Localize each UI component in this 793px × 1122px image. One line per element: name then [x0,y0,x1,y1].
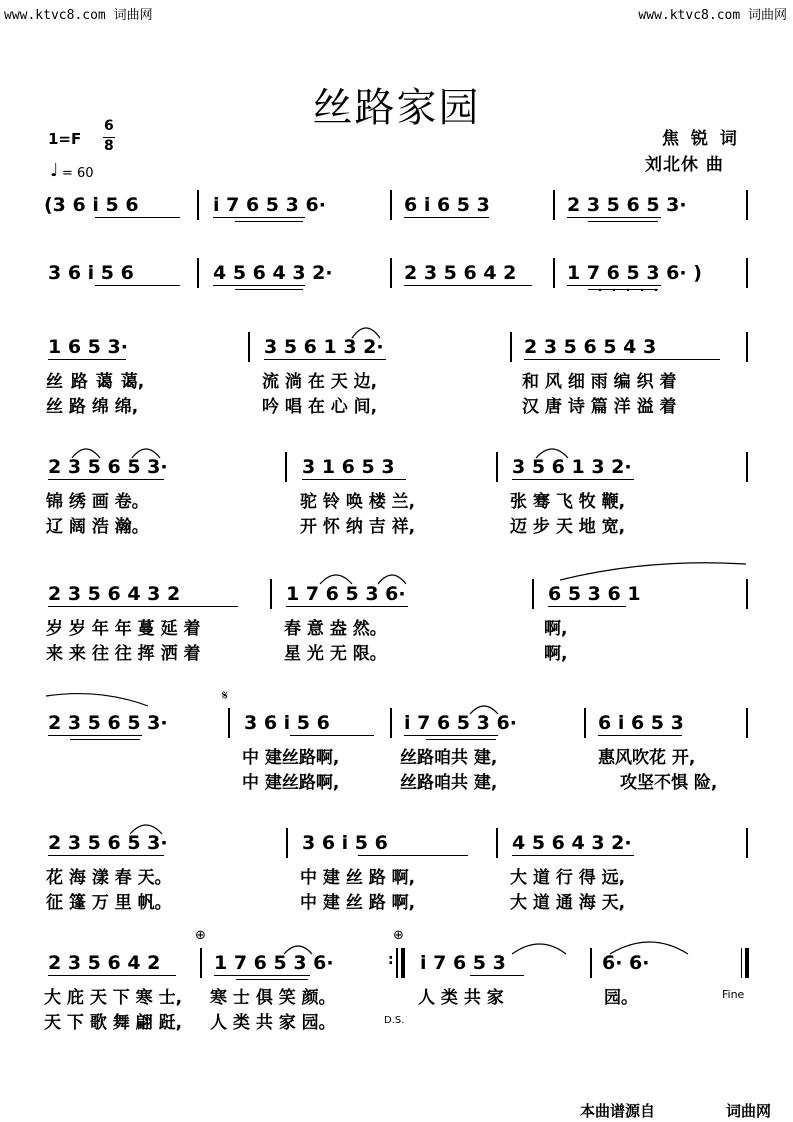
lyric-verse1: 惠风吹花 开, [598,748,696,768]
measure-8: 1 7 6 5 3 6· ) [567,262,702,284]
coda-icon: ⊕ [195,928,206,943]
slur [610,942,688,954]
ds-marking: D.S. [384,1015,405,1026]
time-signature-numerator: 6 [104,118,114,134]
quarter-note-icon: ♩ [50,160,59,181]
measure-20: i 7 6 5 3 6· [404,712,517,734]
lyric-verse2: 啊, [544,644,568,664]
coda-icon: ⊕ [393,928,404,943]
slur [536,449,568,458]
lyric-verse2: 人 类 共 家 园。 [210,1013,336,1033]
measure-22: 2 3 5 6 5 3· [48,832,168,854]
measure-1: (3 6 i 5 6 [44,194,139,216]
composer-credit: 刘北休 曲 [645,155,724,175]
slur [560,563,746,580]
measure-13: 3 1 6 5 3 [302,456,395,478]
measure-26: 1 7 6 5 3 6· [214,952,334,974]
measure-25: 2 3 5 6 4 2 [48,952,161,974]
measure-14: 3 5 6 1 3 2· [512,456,632,478]
lyric-verse1: 花 海 漾 春 天。 [46,868,172,888]
measure-12: 2 3 5 6 5 3· [48,456,168,478]
measure-9: 1 6 5 3· [48,336,128,358]
lyric-verse1: 张 骞 飞 牧 鞭, [510,492,626,512]
lyric-verse1: 岁 岁 年 年 蔓 延 着 [46,619,201,639]
lyric-verse2: 汉 唐 诗 篇 洋 溢 着 [522,397,677,417]
measure-19: 3 6 i 5 6 [244,712,330,734]
fine-marking: Fine [722,988,745,1001]
key-signature: 1=F [48,130,82,148]
slur [320,575,352,584]
measure-7: 2 3 5 6 4 2 [404,262,517,284]
measure-10: 3 5 6 1 3 2· [264,336,384,358]
measure-5: 3 6 i 5 6 [48,262,134,284]
lyric-verse1: 中 建丝路啊, [242,748,340,768]
measure-16: 1 7 6 5 3 6· [286,583,406,605]
lyric-verse2: 大 道 通 海 天, [510,893,626,913]
lyric-verse1: 中 建 丝 路 啊, [300,868,416,888]
lyric-verse1: 和 风 细 雨 编 织 着 [522,372,677,392]
slur [378,575,406,584]
lyric-verse1: 驼 铃 唤 楼 兰, [300,492,416,512]
lyric-verse1: 园。 [604,988,638,1008]
lyric-verse1: 锦 绣 画 卷。 [46,492,149,512]
measure-28: 6· 6· [602,952,650,974]
measure-3: 6 i 6 5 3 [404,194,490,216]
measure-11: 2 3 5 6 5 4 3 [524,336,657,358]
slur [512,944,566,954]
lyric-verse1: 大 道 行 得 远, [510,868,626,888]
lyric-verse2: 吟 唱 在 心 间, [262,397,378,417]
slur [470,706,498,714]
octave-dot [641,289,643,291]
lyric-verse1: 流 淌 在 天 边, [262,372,378,392]
lyric-verse2: 天 下 歌 舞 翩 跹, [44,1013,183,1033]
octave-dot [655,289,657,291]
measure-2: i 7 6 5 3 6· [213,194,326,216]
lyric-verse2: 来 来 往 往 挥 洒 着 [46,644,201,664]
lyric-verse1: 啊, [544,619,568,639]
measure-27: i 7 6 5 3 [420,952,506,974]
slur [284,946,312,954]
tempo-marking: = 60 [62,166,94,181]
lyric-verse2: 星 光 无 限。 [284,644,387,664]
slur [352,328,380,338]
watermark-left: www.ktvc8.com 词曲网 [4,8,153,23]
lyric-verse2: 中 建 丝 路 啊, [300,893,416,913]
time-signature-denominator: 8 [104,138,114,154]
segno-icon: 𝄋 [222,688,229,704]
octave-dot [613,289,615,291]
octave-dot [627,289,629,291]
lyric-verse1: 大 庇 天 下 寒 士, [44,988,183,1008]
measure-18: 2 3 5 6 5 3· [48,712,168,734]
lyric-verse2: 开 怀 纳 吉 祥, [300,517,416,537]
octave-dot [599,289,601,291]
lyric-verse1: 人 类 共 家 [418,988,504,1008]
lyric-verse2: 辽 阔 浩 瀚。 [46,517,149,537]
lyric-verse2: 迈 步 天 地 宽, [510,517,626,537]
lyric-verse2: 征 篷 万 里 帆。 [46,893,172,913]
page-title: 丝路家园 [312,85,481,131]
measure-21: 6 i 6 5 3 [598,712,684,734]
watermark-right: www.ktvc8.com 词曲网 [638,8,787,23]
lyric-verse2: 丝路咱共 建, [400,773,498,793]
lyric-verse1: 春 意 盎 然。 [284,619,387,639]
lyricist-credit: 焦 锐 词 [662,129,740,149]
lyric-verse2: 攻坚不惧 险, [620,773,718,793]
measure-6: 4 5 6 4 3 2· [213,262,333,284]
slur [130,825,162,834]
measure-4: 2 3 5 6 5 3· [567,194,687,216]
lyric-verse1: 丝 路 蔼 蔼, [46,372,145,392]
source-site: 词曲网 [726,1102,772,1120]
slur [132,449,160,458]
measure-15: 2 3 5 6 4 3 2 [48,583,181,605]
lyric-verse2: 丝 路 绵 绵, [46,397,139,417]
measure-23: 3 6 i 5 6 [302,832,388,854]
lyric-verse1: 丝路咱共 建, [400,748,498,768]
measure-24: 4 5 6 4 3 2· [512,832,632,854]
lyric-verse2: 中 建丝路啊, [242,773,340,793]
repeat-dots: : [388,952,394,968]
lyric-verse1: 寒 士 俱 笑 颜。 [210,988,336,1008]
slur [72,449,100,458]
source-label: 本曲谱源自 [580,1102,656,1120]
measure-17: 6 5 3 6 1 [548,583,641,605]
slur [46,694,148,706]
